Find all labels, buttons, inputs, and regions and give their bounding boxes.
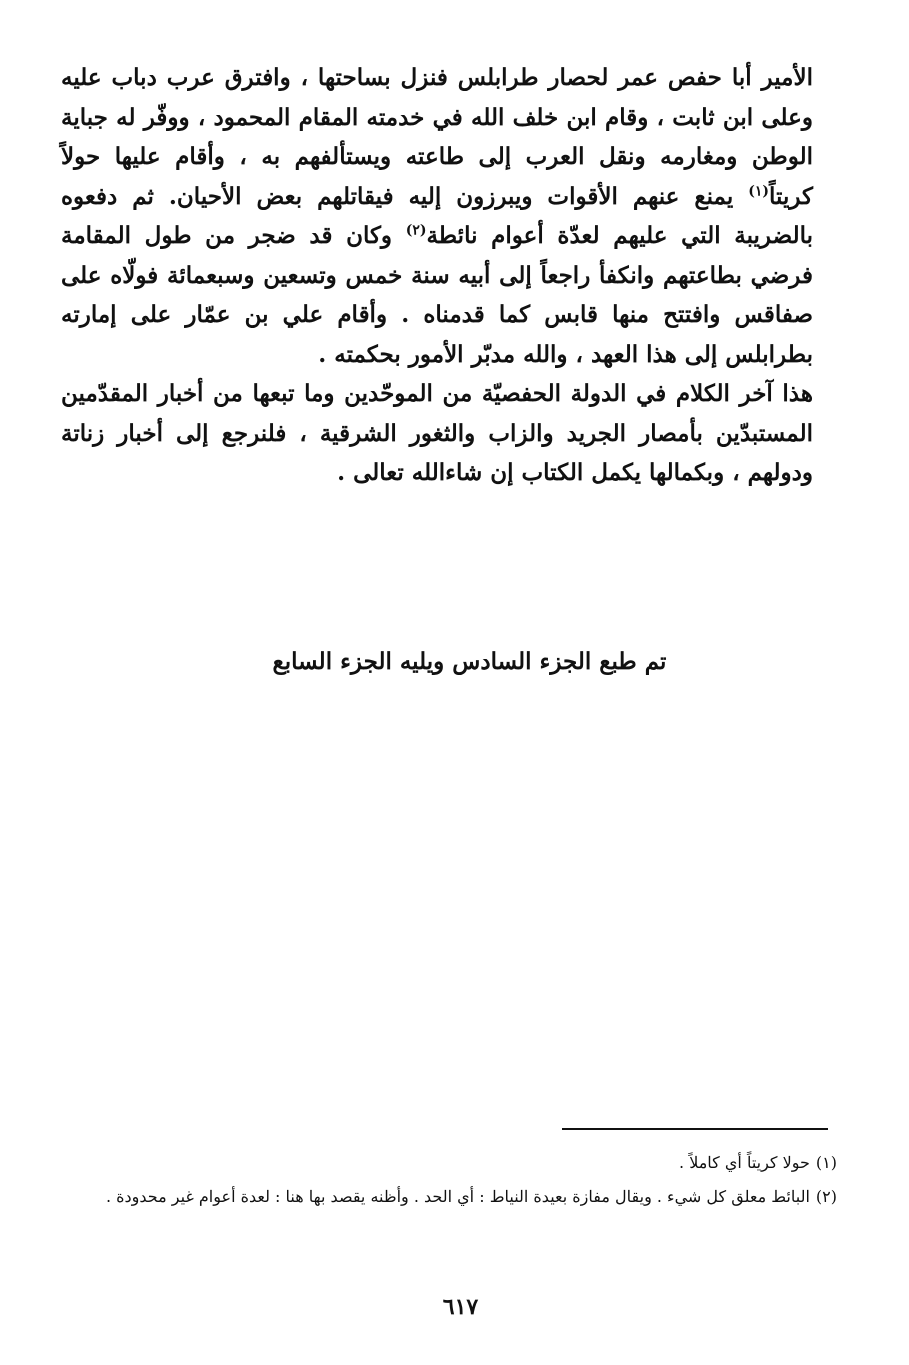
colophon: تم طبع الجزء السادس ويليه الجزء السابع <box>272 648 667 675</box>
footnote-ref-1: (١) <box>748 182 769 199</box>
paragraph-2: هذا آخر الكلام في الدولة الحفصيّة من الموحّدين وما تبعها من أخبار المقدّمين المستبدّين بأمصار الجريد والزاب والثغور الشرقية ، فلنرجع إلى أخبار زناتة ودولهم ، وبكمالها يكمل الكتاب إن شاءالله تعالى . <box>61 380 813 486</box>
footnote-2 <box>77 1184 837 1210</box>
footnote-ref-2: (٢) <box>405 222 427 239</box>
paragraph-1 <box>61 58 813 374</box>
footnote-1 <box>77 1150 837 1176</box>
paragraph-1-part-2: يمنع عنهم الأقوات ويبرزون إليه فيقاتلهم بعض الأحيان. ثم دفعوه بالضريبة التي عليهم لعدّة أعوام نائطة <box>61 182 813 249</box>
paragraph-1-part-1: الأمير أبا حفص عمر لحصار طرابلس فنزل بساحتها ، وافترق عرب دباب عليه وعلى ابن ثابت ، وقام ابن خلف الله في خدمته المقام المحمود ، ووفّر له جباية الوطن ومغارمه ونقل العرب إلى طاعته ويستألفهم به ، وأقام عليها حولاً كريتاً <box>61 64 813 210</box>
footnote-1-number: (١) <box>815 1153 837 1172</box>
footnote-2-number: (٢) <box>815 1187 837 1206</box>
paragraph-1-part-3: وكان قد ضجر من طول المقامة فرضي بطاعتهم وانكفأ راجعاً إلى أبيه سنة خمس وتسعين وسبعمائة فولّاه على صفاقس وافتتح منها قابس كما قدمناه . وأقام علي بن عمّار على إمارته بطرابلس إلى هذا العهد ، والله مدبّر الأمور بحكمته . <box>61 222 813 368</box>
page-number: ٦١٧ <box>442 1294 479 1320</box>
footnote-divider <box>562 1128 828 1130</box>
footnote-1-text: حولا كريتاً أي كاملاً . <box>679 1153 810 1172</box>
footnote-2-text: البائط معلق كل شيء . ويقال مفازة بعيدة النياط : أي الحد . وأظنه يقصد بها هنا : لعدة أعوام غير محدودة . <box>106 1187 810 1206</box>
main-text <box>61 58 813 493</box>
footnotes <box>77 1150 837 1218</box>
